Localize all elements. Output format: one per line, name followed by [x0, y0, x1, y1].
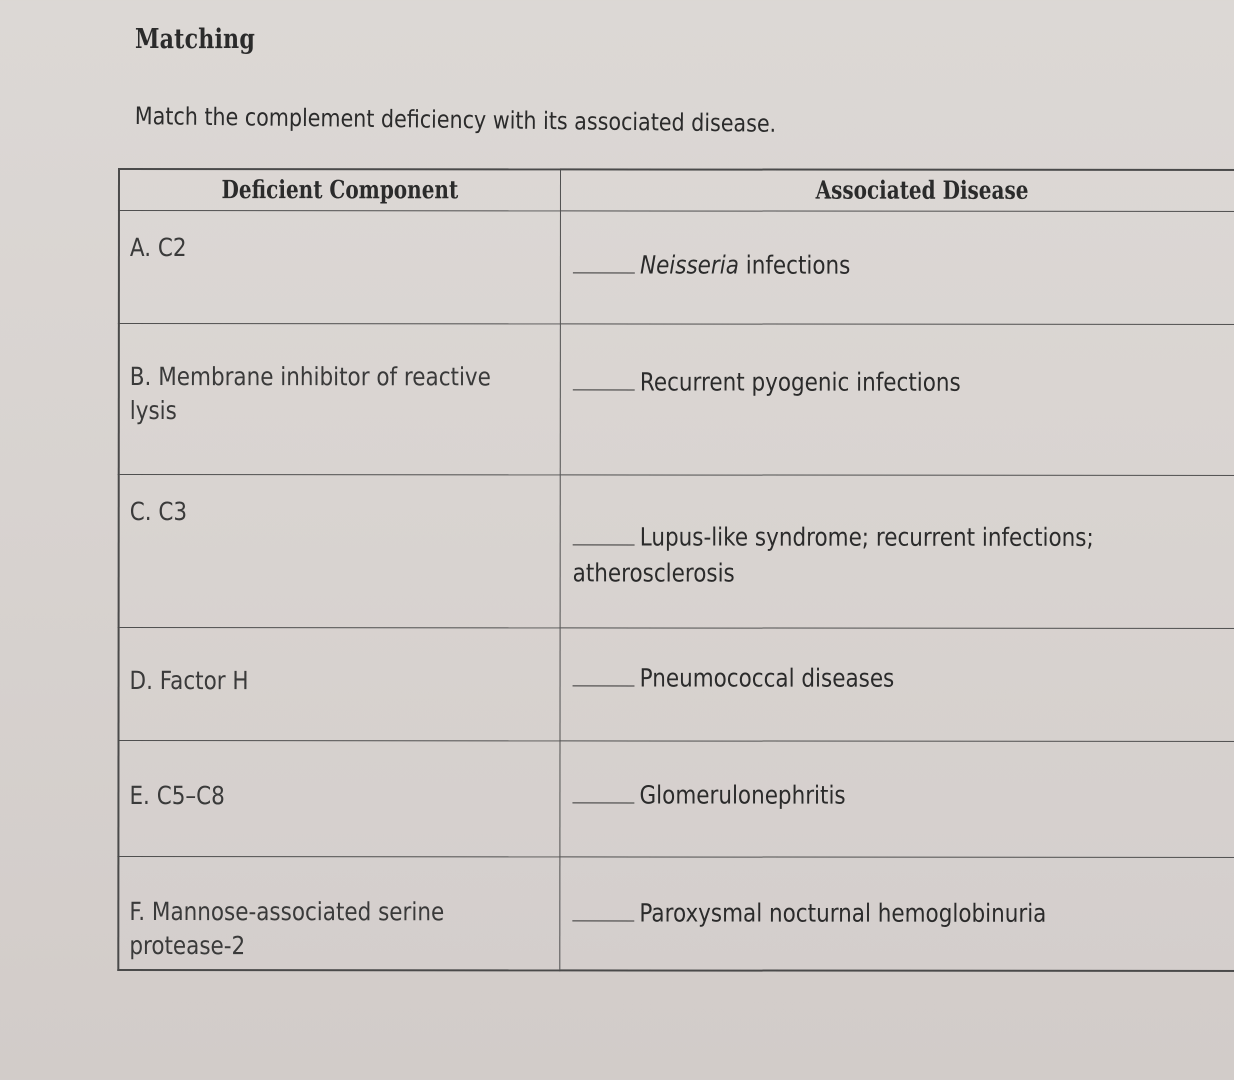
- table-row: [119, 211, 1234, 325]
- deficient-component-cell: [119, 628, 561, 741]
- table-row: [118, 741, 1234, 858]
- answer-blank[interactable]: [573, 526, 635, 545]
- table-row: [119, 475, 1234, 629]
- table-row: [118, 857, 1234, 972]
- associated-disease-cell: [560, 857, 1234, 971]
- associated-disease-cell: [560, 628, 1234, 742]
- header-deficient-component: Deficient Component: [119, 169, 561, 211]
- answer-blank[interactable]: [573, 371, 635, 390]
- associated-disease-cell: [560, 741, 1234, 858]
- associated-disease-text: [573, 519, 1184, 592]
- deficient-component-cell: [119, 211, 561, 324]
- associated-disease-text: [572, 777, 1183, 814]
- disease-text: Lupus-like syndrome; recurrent infections; atherosclerosis: [572, 522, 1094, 588]
- associated-disease-text: [573, 247, 1184, 284]
- disease-text: Pneumococcal diseases: [639, 663, 895, 693]
- header-associated-disease: Associated Disease: [560, 169, 1234, 211]
- table-row: [119, 324, 1234, 476]
- associated-disease-text: [572, 895, 1183, 932]
- deficient-component-text: E. C5–C8: [129, 781, 225, 811]
- deficient-component-text: A. C2: [129, 233, 187, 263]
- disease-italic-text: Neisseria: [639, 250, 739, 280]
- disease-text: Paroxysmal nocturnal hemoglobinuria: [639, 898, 1047, 928]
- deficient-component-text: C. C3: [129, 497, 188, 527]
- deficient-component-text: D. Factor H: [129, 666, 249, 696]
- associated-disease-cell: [560, 324, 1234, 476]
- associated-disease-text: [573, 364, 1184, 401]
- deficient-component-text: B. Membrane inhibitor of reactive lysis: [129, 362, 491, 426]
- deficient-component-cell: [118, 741, 560, 857]
- disease-text: Glomerulonephritis: [639, 780, 846, 810]
- table-header-row: [119, 169, 1234, 212]
- deficient-component-cell: [118, 857, 560, 971]
- answer-blank[interactable]: [573, 254, 635, 273]
- associated-disease-text: [573, 660, 1184, 697]
- answer-blank[interactable]: [572, 902, 634, 921]
- deficient-component-cell: [119, 475, 561, 628]
- section-title: Matching: [135, 24, 255, 55]
- deficient-component-cell: [119, 324, 561, 475]
- deficient-component-text: F. Mannose-associated serine protease-2: [129, 897, 445, 961]
- answer-blank[interactable]: [572, 784, 634, 803]
- matching-table: [117, 168, 1234, 972]
- associated-disease-cell: [560, 211, 1234, 325]
- instructions-text: Match the complement deficiency with its associated disease.: [134, 102, 777, 138]
- table-row: [119, 628, 1234, 742]
- disease-text: Recurrent pyogenic infections: [639, 367, 961, 397]
- disease-text: infections: [738, 250, 851, 280]
- associated-disease-cell: [560, 475, 1234, 629]
- answer-blank[interactable]: [573, 667, 635, 686]
